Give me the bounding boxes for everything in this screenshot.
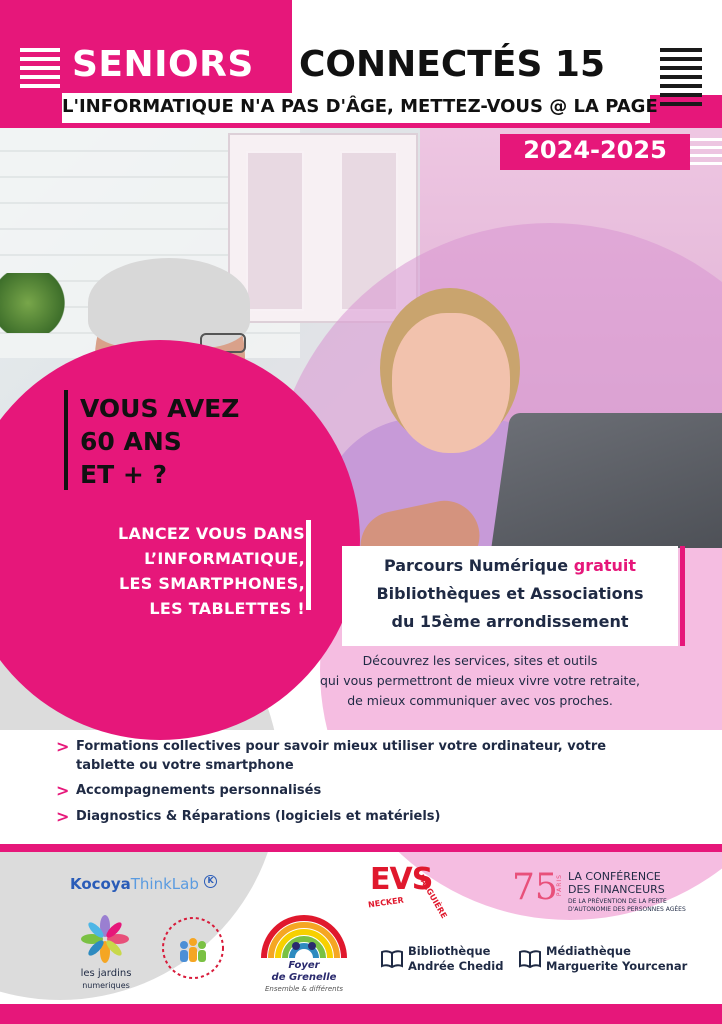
age-question — [80, 392, 239, 491]
decor-stripe — [690, 154, 722, 157]
discover-line: qui vous permettront de mieux vivre votre retraite, — [319, 673, 641, 688]
decor-stripe — [660, 57, 702, 61]
ensemble-logo — [160, 915, 226, 981]
decor-stripe — [20, 57, 60, 61]
decor-stripe — [20, 66, 60, 70]
conf-line3: DE LA PRÉVENTION DE LA PERTE — [568, 898, 667, 905]
decor-stripe — [690, 146, 722, 149]
book-icon — [518, 948, 542, 970]
foyer-line1: Foyer — [288, 960, 320, 971]
tagline: L'INFORMATIQUE N'A PAS D'ÂGE, METTEZ-VOUS @ LA PAGE — [62, 96, 658, 117]
services-list — [56, 737, 696, 833]
jardins-line2: numeriques — [82, 981, 130, 990]
cabinet-pane — [246, 151, 304, 311]
parcours-line1 — [342, 552, 678, 580]
launch-bar — [306, 520, 311, 610]
evs-logo — [366, 862, 449, 920]
decor-stripe — [690, 162, 722, 165]
parcours-bar — [680, 546, 685, 646]
conference-financeurs-logo — [512, 868, 692, 918]
conf-number: 75 — [512, 867, 558, 908]
list-item — [56, 781, 696, 801]
parcours-line2: Bibliothèques et Associations — [376, 584, 644, 603]
conf-line1: LA CONFÉRENCE — [568, 870, 661, 883]
book-icon — [380, 948, 404, 970]
list-item — [56, 807, 696, 827]
service-label: Accompagnements personnalisés — [76, 783, 322, 798]
evs-falguiere: FALGUIÈRE — [416, 873, 449, 920]
conf-city: PARIS — [556, 874, 563, 897]
parcours-free-label: gratuit — [573, 556, 637, 575]
decor-stripe — [660, 75, 702, 79]
kocoya-logo — [70, 875, 217, 893]
decor-stripe — [660, 66, 702, 70]
bibliotheque-chedid-logo — [380, 942, 510, 976]
media-line2: Marguerite Yourcenar — [546, 959, 688, 973]
biblio-line1: Bibliothèque — [408, 944, 491, 958]
discover-line: de mieux communiquer avec vos proches. — [347, 693, 613, 708]
foyer-line2: de Grenelle — [271, 972, 337, 983]
foyer-rainbow-icon — [254, 910, 354, 960]
decor-stripe — [20, 75, 60, 79]
photo-plant — [0, 273, 70, 333]
decor-stripe — [690, 138, 722, 141]
year-label: 2024-2025 — [523, 136, 667, 164]
chevron-right-icon: > — [56, 781, 70, 800]
launch-line: LES SMARTPHONES, — [118, 574, 305, 593]
biblio-line2: Andrée Chedid — [408, 959, 504, 973]
footer-top-bar — [0, 844, 722, 852]
parcours-heading — [342, 552, 678, 636]
kocoya-badge-icon: K — [204, 875, 217, 888]
launch-line: LANCEZ VOUS DANS — [118, 524, 305, 543]
question-bar — [64, 390, 68, 490]
age-question-line: VOUS AVEZ — [80, 394, 240, 423]
launch-line: L’INFORMATIQUE, — [144, 549, 305, 568]
service-label: Diagnostics & Réparations (logiciels et matériels) — [76, 809, 441, 824]
evs-necker: NECKER — [367, 895, 405, 910]
service-label: Formations collectives pour savoir mieux utiliser votre ordinateur, votre tablette ou votre smartphone — [76, 739, 607, 773]
discover-paragraph — [270, 651, 690, 711]
foyer-grenelle-logo — [254, 910, 354, 994]
conf-line2: DES FINANCEURS — [568, 883, 665, 896]
decor-stripe — [20, 84, 60, 88]
chevron-right-icon: > — [56, 807, 70, 826]
chevron-right-icon: > — [56, 737, 70, 756]
mediatheque-yourcenar-logo — [518, 942, 688, 976]
decor-stripe — [660, 84, 702, 88]
jardins-line1: les jardins — [80, 968, 132, 979]
foyer-line3: Ensemble & différents — [265, 985, 343, 993]
launch-line: LES TABLETTES ! — [149, 599, 305, 618]
age-question-line: ET + ? — [80, 460, 167, 489]
kocoya-name: Kocoya — [70, 875, 131, 893]
decor-stripe — [660, 102, 702, 106]
decor-stripe — [20, 48, 60, 52]
evs-name: EVS — [370, 862, 433, 897]
age-question-line: 60 ANS — [80, 427, 182, 456]
flower-icon — [80, 914, 130, 964]
discover-line: Découvrez les services, sites et outils — [362, 653, 598, 668]
decor-stripe — [660, 93, 702, 97]
list-item — [56, 737, 696, 775]
parcours-label: Parcours Numérique — [383, 556, 569, 575]
launch-message — [40, 521, 305, 621]
parcours-line3: du 15ème arrondissement — [391, 612, 629, 631]
footer-bottom-bar — [0, 1004, 722, 1024]
kocoya-thinklab: ThinkLab — [130, 875, 199, 893]
ensemble-people-icon — [160, 915, 226, 981]
jardins-numeriques-logo — [66, 912, 146, 994]
decor-stripe — [660, 48, 702, 52]
title-seniors: SENIORS — [72, 44, 254, 85]
title-connectes: CONNECTÉS 15 — [299, 44, 605, 85]
laptop-screen — [474, 413, 722, 548]
media-line1: Médiathèque — [546, 944, 631, 958]
woman-face — [392, 313, 510, 453]
conf-line4: D'AUTONOMIE DES PERSONNES AGÉES — [568, 906, 686, 913]
